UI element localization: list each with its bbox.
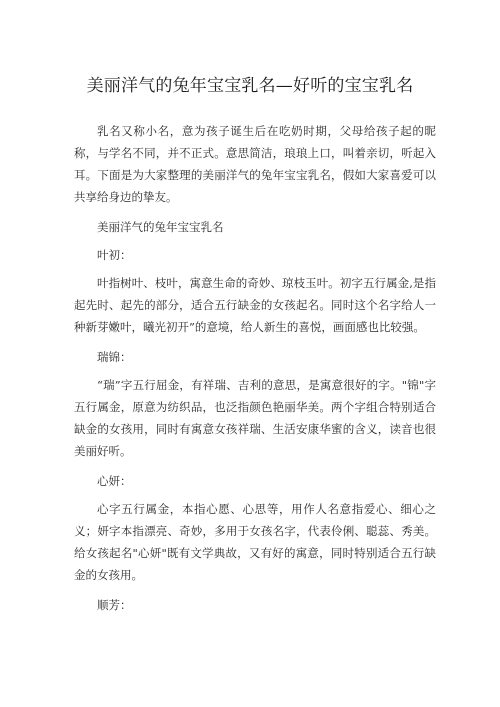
entry-description: 心字五行属金，本指心愿、心思等，用作人名意指爱心、细心之义；妍字本指漂亮、奇妙，多用于女孩名字，代表伶俐、聪蕊、秀美。给女孩起名"心妍"既有文学典故，又有好的寓意，同时特别适合五行缺金的女孩用。 [74, 502, 436, 582]
entry-name: 叶初： [97, 248, 132, 262]
document-title: 美丽洋气的兔年宝宝乳名—好听的宝宝乳名 [86, 76, 414, 96]
section-heading: 美丽洋气的兔年宝宝乳名 [97, 220, 224, 234]
entry-name: 瑞锦： [97, 350, 132, 364]
entry-description: 叶指树叶、枝叶，寓意生命的奇妙、琼枝玉叶。初字五行属金,是指起先时、起先的部分，适合五行缺金的女孩起名。同时这个名字给人一种新芽嫩叶，曦光初开”的意境，给人新生的喜悦，画面感也比较强。 [74, 276, 436, 334]
entry-name: 心妍： [97, 474, 132, 488]
entry-name: 顺芳： [97, 598, 132, 612]
intro-paragraph: 乳名又称小名，意为孩子诞生后在吃奶时期，父母给孩子起的昵称，与学名不同，并不正式。意思简洁，琅琅上口，叫着亲切，听起入耳。下面是为大家整理的美丽洋气的兔年宝宝乳名，假如大家喜爱可以共享给身边的挚友。 [74, 124, 436, 204]
entry-description: “瑞”字五行屈金，有祥瑞、吉利的意思，是寓意很好的字。"锦"字五行属金，原意为纺织品，也泛指颜色艳丽华美。两个字组合特别适合缺金的女孩用，同时有寓意女孩祥瑞、生活安康华蜜的含义，读音也很美丽好听。 [74, 378, 436, 458]
document-body [74, 120, 436, 622]
